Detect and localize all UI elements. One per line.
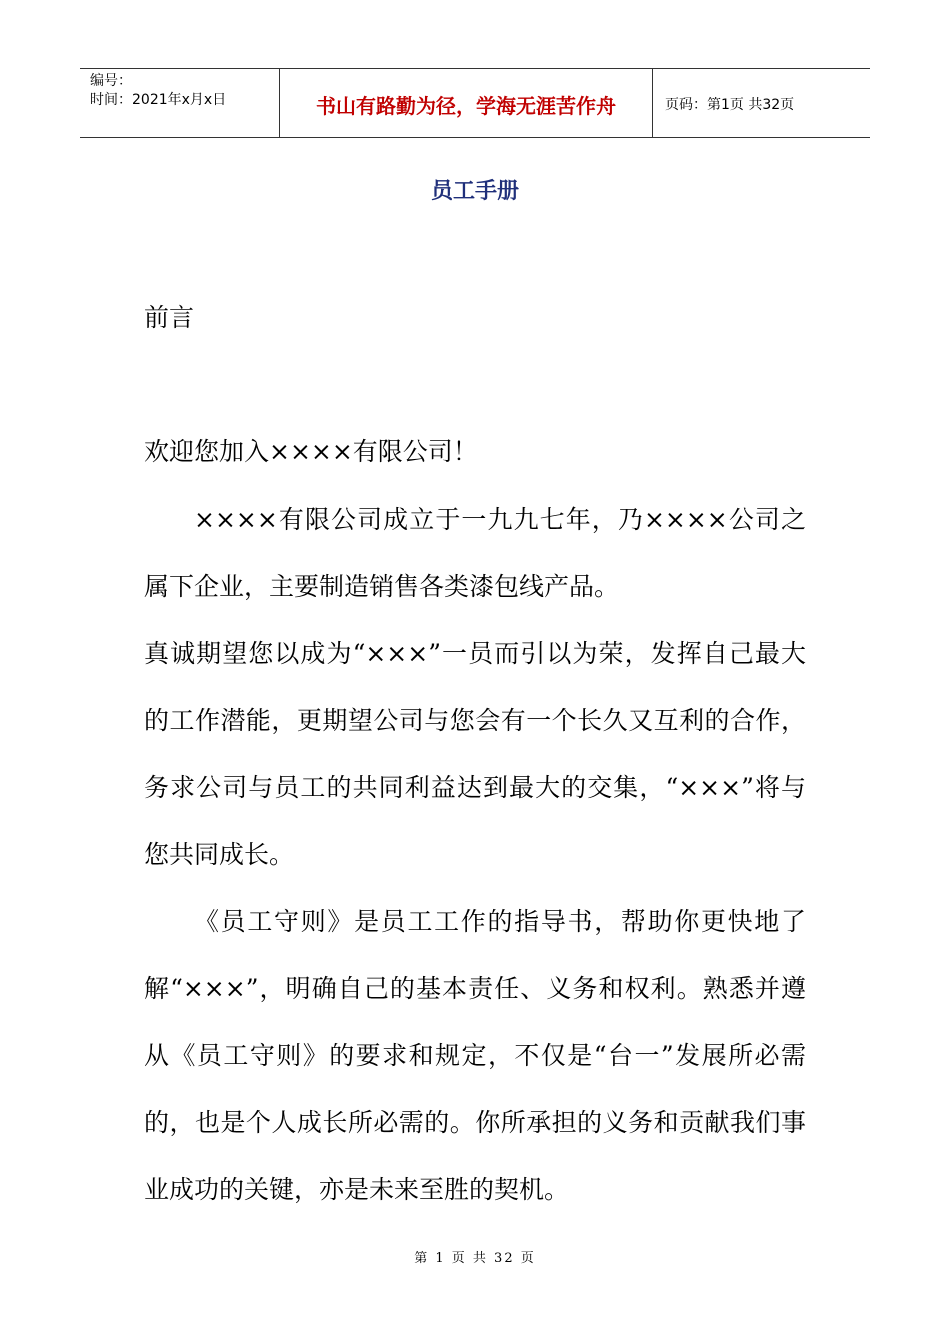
paragraph-expectation: 真诚期望您以成为“×××”一员而引以为荣，发挥自己最大的工作潜能，更期望公司与您会有一个长久又互利的合作，务求公司与员工的共同利益达到最大的交集，“×××”将与您共同成长。: [144, 639, 806, 869]
paragraph-handbook-purpose: 《员工守则》是员工工作的指导书，帮助你更快地了解“×××”，明确自己的基本责任、义务和权利。熟悉并遵从《员工守则》的要求和规定，不仅是“台一”发展所必需的，也是个人成长所必需的。你所承担的义务和贡献我们事业成功的关键，亦是未来至胜的契机。: [144, 907, 806, 1204]
header-table: [80, 68, 870, 138]
header-meta-cell: [80, 69, 280, 137]
paragraph-welcome: 欢迎您加入××××有限公司！: [144, 437, 478, 466]
document-number-label: 编号：: [90, 73, 132, 89]
paragraph-company-intro: ××××有限公司成立于一九九七年，乃××××公司之属下企业，主要制造销售各类漆包线产品。: [144, 505, 806, 601]
section-heading: 前言: [144, 303, 195, 332]
page-footer: 第 1 页 共 32 页: [414, 1251, 536, 1266]
document-title: 员工手册: [430, 179, 519, 204]
header-motto: 书山有路勤为径，学海无涯苦作舟: [280, 69, 653, 137]
document-date-label: 时间：2021年x月x日: [90, 92, 227, 108]
header-page-info: 页码：第1页 共32页: [665, 97, 795, 113]
